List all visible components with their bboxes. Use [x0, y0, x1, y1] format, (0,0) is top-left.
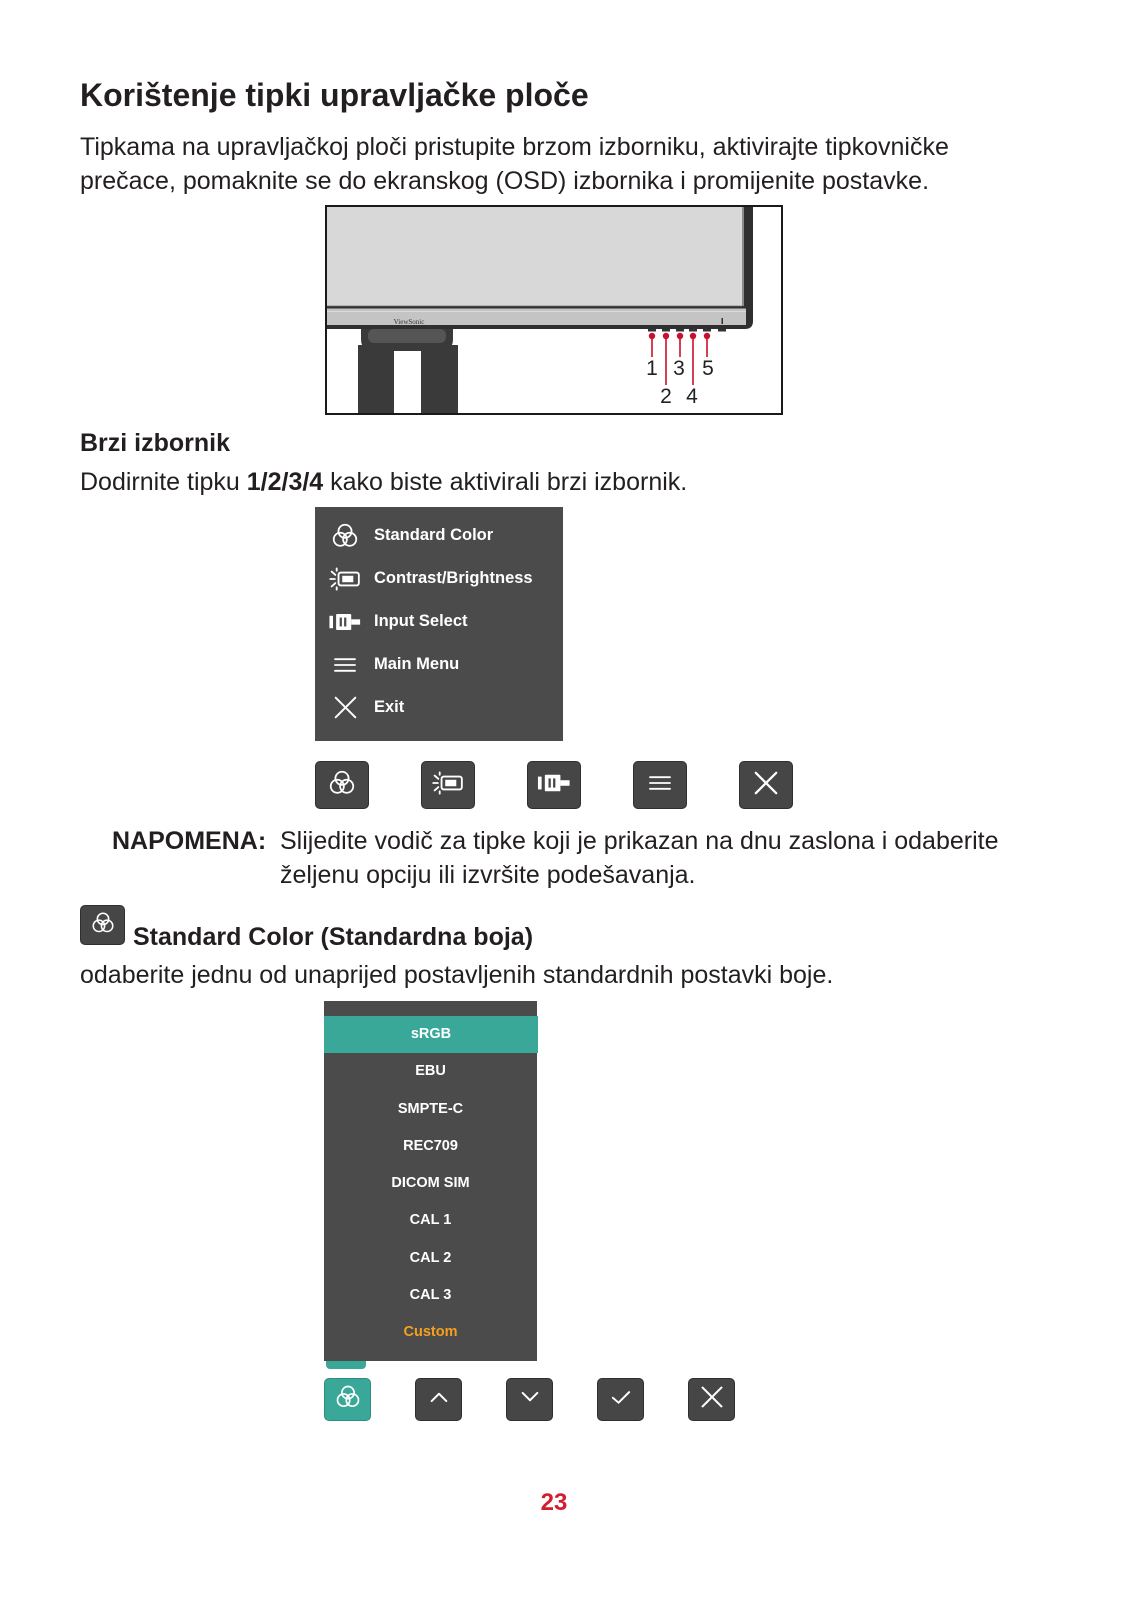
color-option-cal-1: CAL 1: [409, 1212, 452, 1229]
color-option-dicom-sim: DICOM SIM: [391, 1175, 470, 1191]
key-input-select-button: [527, 761, 581, 809]
key-exit-button: [739, 761, 793, 809]
contrast-brightness-icon: [432, 771, 464, 800]
color-option-srgb: sRGB: [324, 1016, 538, 1053]
contrast-brightness-icon: [329, 564, 361, 594]
standard-color-heading: Standard Color (Standardna boja): [133, 923, 534, 951]
key-down-button: [506, 1378, 553, 1421]
note-text: Slijedite vodič za tipke koji je prikazan na dnu zaslona i odaberite željenu opciju ili izvršite podešavanja.: [280, 827, 999, 889]
main-menu-icon: [329, 650, 361, 680]
chevron-up-icon: [426, 1384, 452, 1415]
quick-menu-heading: Brzi izbornik: [80, 429, 231, 457]
quick-menu-item-label: Contrast/Brightness: [374, 569, 533, 587]
quick-menu-item-input-select: [315, 600, 563, 643]
close-icon: [753, 770, 779, 801]
key-contrast-brightness-button: [421, 761, 475, 809]
standard-color-description: odaberite jednu od unaprijed postavljenih standardnih postavki boje.: [80, 961, 834, 989]
page-number: 23: [540, 1489, 568, 1516]
color-circles-icon: [90, 910, 116, 941]
close-icon: [700, 1385, 724, 1414]
key-standard-color-active-button: [324, 1378, 371, 1421]
standard-color-list: [324, 1001, 537, 1361]
main-menu-icon: [647, 773, 673, 798]
key-number-5: 5: [702, 357, 714, 380]
color-option-cal-2: CAL 2: [409, 1249, 452, 1266]
color-circles-icon: [334, 1383, 362, 1416]
viewsonic-logo: ViewSonic: [393, 318, 425, 326]
note-label: NAPOMENA:: [112, 827, 267, 855]
quick-menu-item-label: Exit: [374, 698, 405, 716]
key-close-button: [688, 1378, 735, 1421]
instruction-keys: 1/2/3/4: [246, 468, 324, 496]
quick-menu-item-label: Standard Color: [374, 526, 494, 544]
color-option-cal-3: CAL 3: [409, 1286, 452, 1303]
quick-menu-item-label: Input Select: [374, 612, 468, 630]
quick-menu-item-main-menu: [315, 643, 563, 686]
quick-menu-panel: [315, 507, 563, 741]
key-main-menu-button: [633, 761, 687, 809]
quick-menu-item-contrast-brightness: [315, 557, 563, 600]
instruction-text: Dodirnite tipku: [80, 468, 247, 496]
color-option-rec709: REC709: [403, 1137, 458, 1154]
key-up-button: [415, 1378, 462, 1421]
key-number-2: 2: [660, 385, 672, 408]
chevron-down-icon: [517, 1384, 543, 1415]
key-standard-color-button: [315, 761, 369, 809]
close-icon: [329, 693, 361, 723]
monitor-body: [325, 205, 753, 329]
intro-paragraph: Tipkama na upravljačkoj ploči pristupite brzom izborniku, aktivirajte tipkovničke prečace, pomaknite se do ekranskog (OSD) izbornika i promijenite postavke.: [80, 133, 949, 195]
color-option-smpte-c: SMPTE-C: [397, 1100, 464, 1117]
selection-tab-indicator: [326, 1361, 366, 1369]
key-confirm-button: [597, 1378, 644, 1421]
check-icon: [608, 1384, 634, 1415]
key-number-3: 3: [673, 357, 685, 380]
quick-menu-item-label: Main Menu: [374, 655, 460, 673]
instruction-text: kako biste aktivirali brzi izbornik.: [323, 468, 688, 496]
quick-menu-item-exit: [315, 686, 563, 729]
key-number-1: 1: [646, 357, 658, 380]
input-select-icon: [329, 607, 361, 637]
color-circles-icon: [329, 521, 361, 551]
page-title: Korištenje tipki upravljačke ploče: [80, 77, 589, 113]
key-number-4: 4: [686, 385, 698, 408]
input-select-icon: [537, 772, 571, 799]
standard-color-heading-icon: [80, 905, 125, 945]
color-circles-icon: [327, 768, 357, 803]
quick-menu-instruction: [80, 465, 687, 499]
color-option-ebu: EBU: [415, 1063, 446, 1080]
quick-menu-item-standard-color: [315, 514, 563, 557]
monitor-illustration: [325, 205, 783, 415]
color-option-custom: Custom: [403, 1324, 458, 1340]
